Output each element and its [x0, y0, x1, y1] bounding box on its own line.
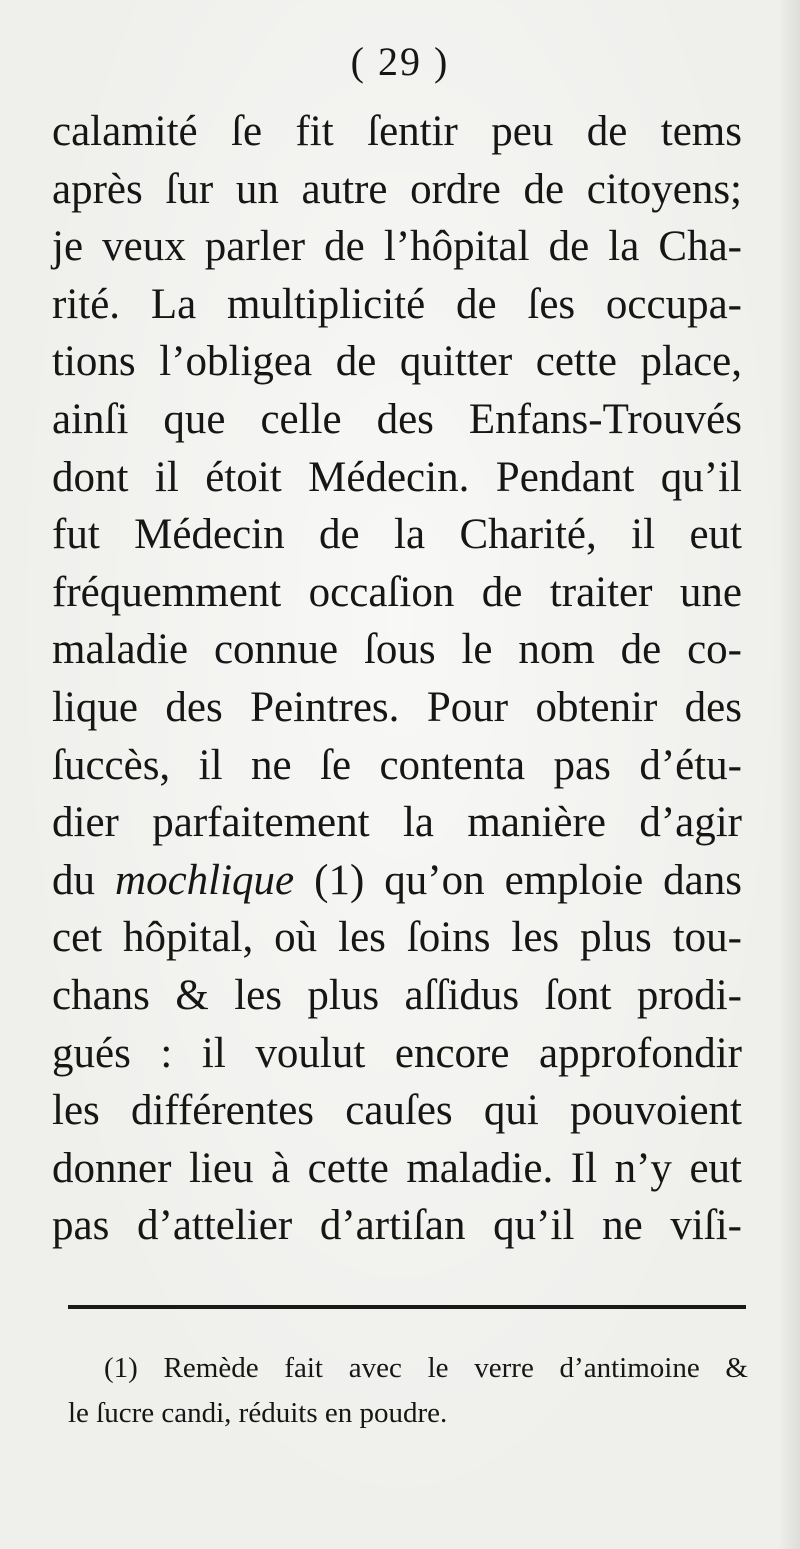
text-line: rité. La multiplicité de ſes occupa- [52, 280, 742, 328]
text-line: fut Médecin de la Charité, il eut [52, 511, 742, 559]
text-line: je veux parler de l’hôpital de la Cha- [52, 223, 742, 271]
text-line: dont il étoit Médecin. Pendant qu’il [52, 453, 742, 501]
text-fragment: du [52, 856, 116, 904]
italic-term-mochlique: mochlique [115, 856, 295, 904]
text-fragment: (1) qu’on emploie dans [294, 856, 742, 904]
page-number: ( 29 ) [350, 39, 450, 84]
text-line: pas d’attelier d’artiſan qu’il ne viſi- [52, 1202, 742, 1250]
text-line: ſuccès, il ne ſe contenta pas d’étu- [52, 741, 742, 789]
page-edge-shadow [778, 0, 800, 1549]
footnote-divider [68, 1305, 746, 1309]
footnote-line: (1) Remède fait avec le verre d’antimoine & [104, 1352, 748, 1384]
text-line: dier parfaitement la manière d’agir [52, 799, 742, 847]
body-text [52, 103, 742, 1255]
text-line: chans & les plus aſſidus ſont prodi- [52, 971, 742, 1019]
text-line-with-italic-term [52, 852, 742, 910]
text-line: après ſur un autre ordre de citoyens; [52, 165, 742, 213]
text-line: calamité ſe fit ſentir peu de tems [52, 108, 742, 155]
text-line: donner lieu à cette maladie. Il n’y eut [52, 1144, 742, 1192]
text-line: maladie connue ſous le nom de co- [52, 626, 742, 674]
text-line: cet hôpital, où les ſoins les plus tou- [52, 914, 742, 962]
text-line: gués : il voulut encore approfondir [52, 1029, 742, 1077]
footnote-line: le ſucre candi, réduits en poudre. [68, 1397, 448, 1429]
footnote [68, 1346, 748, 1436]
text-line: tions l’obligea de quitter cette place, [52, 338, 742, 386]
text-line: lique des Peintres. Pour obtenir des [52, 683, 742, 731]
text-line: fréquemment occaſion de traiter une [52, 568, 742, 616]
text-line: ainſi que celle des Enfans-Trouvés [52, 395, 742, 443]
text-line: les différentes cauſes qui pouvoient [52, 1087, 742, 1135]
